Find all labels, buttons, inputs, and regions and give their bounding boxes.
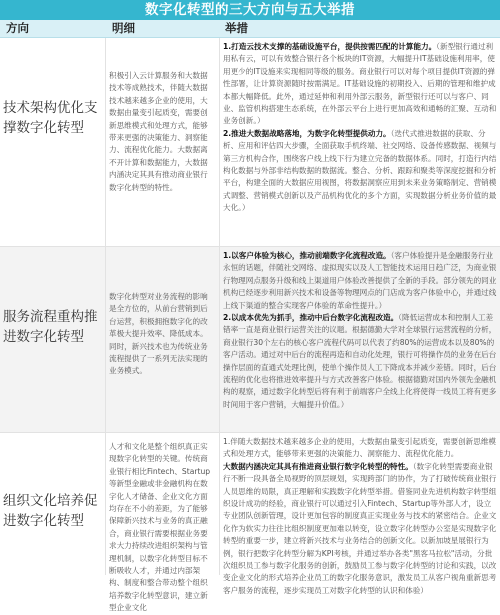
measures-cell (223, 41, 497, 215)
table-header (0, 20, 500, 38)
page-title: 数字化转型的三大方向与五大举措 (0, 0, 500, 20)
measure-item: 1.以客户体验为核心，推动前端数字化流程改造。（客户体验提升是金融服务行业永恒的话题，伴随社交网络、虚拟现实以及人工智能技术运用日趋广泛，为商业银行物理网点服务升级和线上渠道用户体验改善提供了全新的手段。部分领先的同业机构已经逐步利用新兴技术和设备等物理网点的门店成为客户体验中心，并通过线上线下渠道的整合实现客户体验的革命性提升。） (223, 251, 497, 310)
table-row (0, 38, 500, 247)
table-row (0, 433, 500, 613)
column-divider (105, 38, 106, 246)
header-measures: 举措 (225, 21, 248, 35)
header-direction: 方向 (6, 21, 29, 35)
header-detail: 明细 (112, 21, 135, 35)
measure-item: 2.以成本优先为抓手，推动中后台数字化流程改造。（降低运营成本和控制人工差错率一直是商业银行运营关注的议题。根据德勤大学对全球银行运营流程的分析，商业银行30个左右的核心客户流程代码可以代表了约80%的运营成本以及80%的客户活动。通过对中后台的流程再造和自动化处理，银行可将操作员的业务在后台操作层面的直通式处理比例，使单个操作员人工下降成本并减少差错。同时，后台流程的优化也将推进效率提升与方式改善客户体验。根据德勤对国内外领先金融机构的观察，通过数字化转型后将有利于前端客户全线上化将使得一线员工将有更多时间用于客户营销，大幅提升价值。） (223, 313, 497, 409)
detail-cell: 数字化转型对业务流程的影响是全方位的，从前台营销到后台运营，积极拥抱数字化的改革极大提升效率、降低成本。同时，新兴技术也为传统业务流程提供了一系列无法实现的业务模式。 (109, 292, 208, 376)
detail-cell: 积极引入云计算服务和大数据技术等成熟技术，伴随大数据技术越来越多企业的使用，大数据由量变引起质变，需要创新思维模式和处理方式，能够带来更强的决策能力、洞察能力、流程优化能力。大数据离不开计算和数据能力，大数据内涵决定其具有推动商业银行数字化转型的特性。 (109, 71, 208, 192)
table-row (0, 247, 500, 433)
direction-cell: 服务流程重构推进数字化转型 (3, 309, 98, 345)
measure-item: 大数据内涵决定其具有推进商业银行数字化转型的特性。（数字化转型需要商业银行不断一段具备全局视野的顶层规划，实现跨部门的协作，为了打破传统商业银行人员思维的局限，真正理解和实践数字化转型举措。借鉴同业先进机构数字转型组织设计成功的经验，商业银行可以通过引入Fintech、Startup等外部人才，设立专业团队创新管理，设计更加包容的制度真正实现业务与技术的紧密结合。企业文化作为软实力往往比组织制度更加难以转变，设立数字化转型办公室是实现数字化转型的重要一步，建立将新兴技术与业务结合的创新文化。以新加坡星展银行为例，银行把数字化转型分解为KPI考核，并通过举办各类"黑客马拉松"活动，分批次组织员工参与数字化服务的创新，鼓励员工参与数字化转型的讨论和实践，以改变企业文化的形式培养企业员工的数字化服务意识，激发员工从客户视角重新思考客户服务的流程，逐步实现员工对数字化转型的认识和体验） (223, 461, 497, 595)
column-divider (219, 38, 220, 246)
direction-cell: 技术架构优化支撑数字化转型 (3, 100, 98, 136)
column-divider (105, 433, 106, 575)
measure-item: 1.打造云技术支撑的基础设施平台，提供按需匹配的计算能力。（新型银行通过利用私有云，可以有效整合银行各个板块的IT资源，大幅提升IT基础设施利用率，使用更少的IT设施来实现相同等级的服务。商业银行可以对每个项目提供IT资源的弹性部署，让计算资源随时按需满足。IT基础设施的初期投入、后期的管理和维护成本都大幅降低。此外，通过延伸和利用外部云服务，新型银行还可以与客户、同业、监管机构搭建生态系统，在外部云平台上进行更加高效和通畅的汇聚、互动和业务创新。） (223, 42, 497, 126)
measure-item: 1.伴随大数据技术越来越多企业的使用，大数据由量变引起质变，需要创新思维模式和处理方式，能够带来更强的决策能力、洞察能力、流程优化能力。 (223, 437, 497, 459)
column-divider (219, 247, 220, 432)
measures-cell (223, 436, 497, 597)
detail-cell: 人才和文化是整个组织真正实现数字化转型的关键。传统商业银行相比Fintech、Startup等新型金融或非金融机构在数字化人才储备、企业文化方面均存在不小的差距，为了能够保障新兴技术与业务的真正融合，商业银行需要根据业务要求大力持续改进组织架构与管理机制，以数字化转型目标不断吸收人才，并通过内部架构、制度和整合带动整个组织培养数字化转型意识，建立新型企业文化 (109, 442, 211, 613)
column-divider (105, 247, 106, 432)
measures-cell (223, 250, 497, 411)
direction-cell: 组织文化培养促进数字化转型 (3, 493, 98, 529)
measure-item: 2.推进大数据战略落地，为数字化转型提供动力。（迭代式推进数据的获取、分析、应用和评估四大步骤，全面获取手机终端、社交网络、设备传感数据、视频与第三方机构合作，围绕客户线上线下行为建立完备的数据体系。同时，打造行内结构化数据与外部非结构数据的数据流。整合、分析、跟踪和聚类等深度挖掘和分析平台，构建全面的大数据应用视图，将数据洞察应用到未来业务策略制定、营销模式调整、营销模式创新以及产品机构优化的多个方面，实现数据分析业务价值的最大化。） (223, 128, 497, 213)
column-divider (219, 433, 220, 575)
